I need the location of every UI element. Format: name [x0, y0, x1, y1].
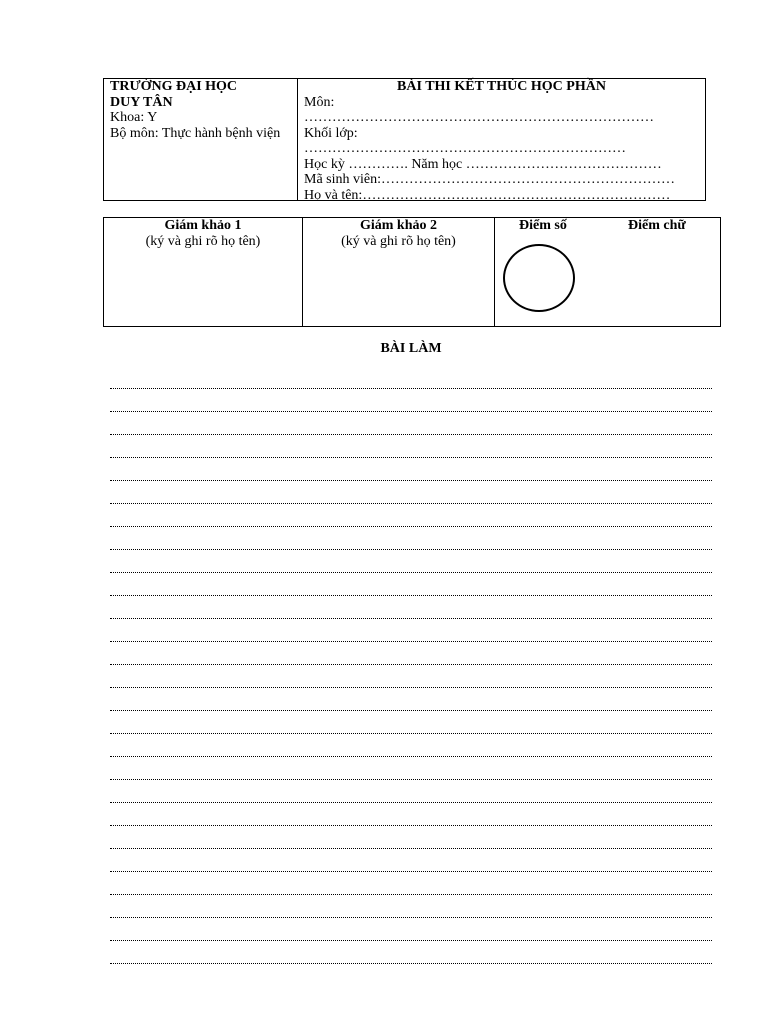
- answer-line[interactable]: [110, 849, 712, 872]
- grader-2-cell[interactable]: [303, 218, 495, 326]
- answer-line[interactable]: [110, 941, 712, 964]
- answer-line[interactable]: [110, 918, 712, 941]
- full-name-field[interactable]: Họ và tên:…………………………………………………………: [304, 187, 671, 203]
- answer-line[interactable]: [110, 711, 712, 734]
- answer-line[interactable]: [110, 527, 712, 550]
- department: Bộ môn: Thực hành bệnh viện: [110, 125, 281, 141]
- class-field[interactable]: ……………………………………………………………: [304, 141, 626, 156]
- answer-line[interactable]: [110, 895, 712, 918]
- score-circle[interactable]: [503, 244, 575, 312]
- answer-line[interactable]: [110, 504, 712, 527]
- answer-line[interactable]: [110, 665, 712, 688]
- answer-line[interactable]: [110, 366, 712, 389]
- grader-1-cell[interactable]: [104, 218, 303, 326]
- grader-2-title: Giám khảo 2: [359, 218, 437, 233]
- answer-line[interactable]: [110, 872, 712, 895]
- header-table: [103, 78, 706, 201]
- answer-line[interactable]: [110, 596, 712, 619]
- grader-1-title: Giám khảo 1: [164, 218, 242, 233]
- answer-line[interactable]: [110, 481, 712, 504]
- answer-line[interactable]: [110, 642, 712, 665]
- answer-line[interactable]: [110, 826, 712, 849]
- grader-2-note: (ký và ghi rõ họ tên): [341, 233, 456, 249]
- exam-info: [298, 79, 705, 203]
- answer-lines[interactable]: [110, 366, 712, 964]
- answer-line[interactable]: [110, 688, 712, 711]
- exam-title: BÀI THI KẾT THÚC HỌC PHẦN: [397, 79, 606, 94]
- score-cell: [495, 218, 720, 326]
- answer-line[interactable]: [110, 458, 712, 481]
- answer-line[interactable]: [110, 803, 712, 826]
- school-info: [104, 79, 298, 200]
- student-id-field[interactable]: Mã sinh viên:………………………………………………………: [304, 172, 675, 187]
- answer-line[interactable]: [110, 550, 712, 573]
- school-name: TRƯỜNG ĐẠI HỌC DUY TÂN: [110, 79, 238, 110]
- answer-line[interactable]: [110, 573, 712, 596]
- class-label: Khối lớp:: [304, 125, 358, 141]
- answer-line[interactable]: [110, 412, 712, 435]
- faculty: Khoa: Y: [110, 110, 158, 125]
- score-word-label: Điểm chữ: [628, 218, 686, 233]
- answer-title: BÀI LÀM: [380, 341, 442, 356]
- subject-label: Môn:: [304, 94, 335, 110]
- answer-line[interactable]: [110, 757, 712, 780]
- answer-line[interactable]: [110, 780, 712, 803]
- grader-1-note: (ký và ghi rõ họ tên): [145, 233, 261, 249]
- answer-line[interactable]: [110, 389, 712, 412]
- answer-line[interactable]: [110, 435, 712, 458]
- answer-line[interactable]: [110, 734, 712, 757]
- answer-line[interactable]: [110, 619, 712, 642]
- score-number-label: Điểm số: [519, 218, 567, 233]
- grader-table: [103, 217, 721, 327]
- semester-field[interactable]: Học kỳ …………. Năm học ……………………………………: [304, 156, 662, 172]
- subject-field[interactable]: …………………………………………………………………: [304, 110, 654, 125]
